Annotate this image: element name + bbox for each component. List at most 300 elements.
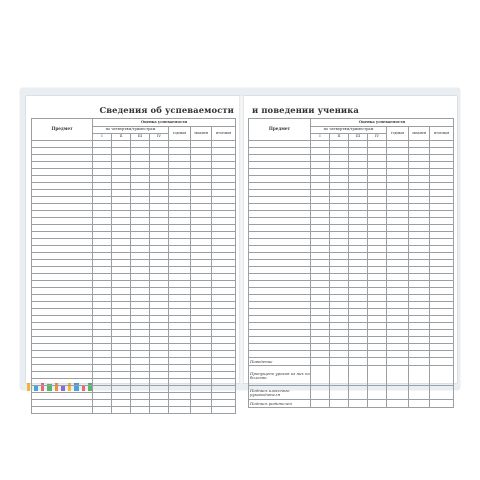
grade-cell[interactable] xyxy=(430,246,454,253)
grade-cell[interactable] xyxy=(387,218,409,225)
grade-cell[interactable] xyxy=(409,274,430,281)
subject-cell[interactable] xyxy=(249,148,311,155)
grade-cell[interactable] xyxy=(409,169,430,176)
grade-cell[interactable] xyxy=(212,169,236,176)
grade-cell[interactable] xyxy=(430,183,454,190)
grade-cell[interactable] xyxy=(330,358,349,366)
grade-cell[interactable] xyxy=(311,246,330,253)
grade-cell[interactable] xyxy=(212,337,236,344)
grade-cell[interactable] xyxy=(311,155,330,162)
grade-cell[interactable] xyxy=(387,358,409,366)
grade-cell[interactable] xyxy=(212,190,236,197)
grade-cell[interactable] xyxy=(191,344,212,351)
grade-cell[interactable] xyxy=(409,323,430,330)
grade-cell[interactable] xyxy=(131,407,150,414)
grade-cell[interactable] xyxy=(430,253,454,260)
grade-cell[interactable] xyxy=(212,281,236,288)
grade-cell[interactable] xyxy=(349,197,368,204)
grade-cell[interactable] xyxy=(349,253,368,260)
subject-cell[interactable] xyxy=(32,267,93,274)
grade-cell[interactable] xyxy=(93,141,112,148)
grade-cell[interactable] xyxy=(93,155,112,162)
grade-cell[interactable] xyxy=(112,281,131,288)
grade-cell[interactable] xyxy=(131,190,150,197)
grade-cell[interactable] xyxy=(349,148,368,155)
grade-cell[interactable] xyxy=(191,295,212,302)
subject-cell[interactable] xyxy=(32,176,93,183)
grade-cell[interactable] xyxy=(368,351,387,358)
grade-cell[interactable] xyxy=(112,344,131,351)
grade-cell[interactable] xyxy=(368,288,387,295)
grade-cell[interactable] xyxy=(93,183,112,190)
subject-cell[interactable] xyxy=(249,218,311,225)
grade-cell[interactable] xyxy=(212,176,236,183)
grade-cell[interactable] xyxy=(409,386,430,400)
grade-cell[interactable] xyxy=(409,288,430,295)
grade-cell[interactable] xyxy=(311,218,330,225)
grade-cell[interactable] xyxy=(150,316,169,323)
grade-cell[interactable] xyxy=(191,169,212,176)
grade-cell[interactable] xyxy=(387,267,409,274)
grade-cell[interactable] xyxy=(191,337,212,344)
grade-cell[interactable] xyxy=(330,197,349,204)
grade-cell[interactable] xyxy=(93,267,112,274)
grade-cell[interactable] xyxy=(387,197,409,204)
subject-cell[interactable] xyxy=(249,337,311,344)
subject-cell[interactable] xyxy=(32,246,93,253)
grade-cell[interactable] xyxy=(191,358,212,365)
grade-cell[interactable] xyxy=(131,393,150,400)
grade-cell[interactable] xyxy=(212,400,236,407)
grade-cell[interactable] xyxy=(131,379,150,386)
grade-cell[interactable] xyxy=(430,358,454,366)
grade-cell[interactable] xyxy=(387,169,409,176)
grade-cell[interactable] xyxy=(169,393,191,400)
grade-cell[interactable] xyxy=(311,295,330,302)
grade-cell[interactable] xyxy=(212,141,236,148)
grade-cell[interactable] xyxy=(368,162,387,169)
grade-cell[interactable] xyxy=(169,218,191,225)
grade-cell[interactable] xyxy=(409,141,430,148)
grade-cell[interactable] xyxy=(150,358,169,365)
grade-cell[interactable] xyxy=(131,386,150,393)
grade-cell[interactable] xyxy=(430,211,454,218)
grade-cell[interactable] xyxy=(131,337,150,344)
grade-cell[interactable] xyxy=(368,197,387,204)
grade-cell[interactable] xyxy=(430,176,454,183)
grade-cell[interactable] xyxy=(330,288,349,295)
grade-cell[interactable] xyxy=(191,400,212,407)
grade-cell[interactable] xyxy=(409,197,430,204)
grade-cell[interactable] xyxy=(330,225,349,232)
grade-cell[interactable] xyxy=(368,183,387,190)
grade-cell[interactable] xyxy=(349,169,368,176)
grade-cell[interactable] xyxy=(93,288,112,295)
grade-cell[interactable] xyxy=(112,141,131,148)
grade-cell[interactable] xyxy=(430,148,454,155)
grade-cell[interactable] xyxy=(311,190,330,197)
grade-cell[interactable] xyxy=(169,155,191,162)
grade-cell[interactable] xyxy=(93,190,112,197)
grade-cell[interactable] xyxy=(112,197,131,204)
grade-cell[interactable] xyxy=(368,330,387,337)
grade-cell[interactable] xyxy=(349,400,368,408)
grade-cell[interactable] xyxy=(330,400,349,408)
grade-cell[interactable] xyxy=(430,155,454,162)
grade-cell[interactable] xyxy=(169,400,191,407)
grade-cell[interactable] xyxy=(169,260,191,267)
grade-cell[interactable] xyxy=(150,295,169,302)
grade-cell[interactable] xyxy=(311,344,330,351)
grade-cell[interactable] xyxy=(349,366,368,386)
grade-cell[interactable] xyxy=(150,197,169,204)
grade-cell[interactable] xyxy=(330,211,349,218)
grade-cell[interactable] xyxy=(311,225,330,232)
grade-cell[interactable] xyxy=(191,204,212,211)
grade-cell[interactable] xyxy=(387,366,409,386)
grade-cell[interactable] xyxy=(409,225,430,232)
subject-cell[interactable] xyxy=(32,344,93,351)
subject-cell[interactable] xyxy=(249,267,311,274)
grade-cell[interactable] xyxy=(330,386,349,400)
grade-cell[interactable] xyxy=(150,344,169,351)
grade-cell[interactable] xyxy=(349,246,368,253)
grade-cell[interactable] xyxy=(150,155,169,162)
grade-cell[interactable] xyxy=(212,253,236,260)
grade-cell[interactable] xyxy=(409,351,430,358)
grade-cell[interactable] xyxy=(212,239,236,246)
grade-cell[interactable] xyxy=(150,309,169,316)
grade-cell[interactable] xyxy=(387,246,409,253)
subject-cell[interactable] xyxy=(249,246,311,253)
grade-cell[interactable] xyxy=(387,176,409,183)
grade-cell[interactable] xyxy=(409,190,430,197)
subject-cell[interactable] xyxy=(32,232,93,239)
subject-cell[interactable] xyxy=(32,253,93,260)
grade-cell[interactable] xyxy=(150,407,169,414)
grade-cell[interactable] xyxy=(93,246,112,253)
grade-cell[interactable] xyxy=(169,358,191,365)
grade-cell[interactable] xyxy=(169,337,191,344)
grade-cell[interactable] xyxy=(150,260,169,267)
subject-cell[interactable] xyxy=(249,309,311,316)
grade-cell[interactable] xyxy=(131,225,150,232)
grade-cell[interactable] xyxy=(212,372,236,379)
grade-cell[interactable] xyxy=(112,211,131,218)
grade-cell[interactable] xyxy=(387,232,409,239)
grade-cell[interactable] xyxy=(191,288,212,295)
grade-cell[interactable] xyxy=(330,267,349,274)
grade-cell[interactable] xyxy=(191,302,212,309)
grade-cell[interactable] xyxy=(212,358,236,365)
grade-cell[interactable] xyxy=(311,239,330,246)
grade-cell[interactable] xyxy=(212,260,236,267)
grade-cell[interactable] xyxy=(150,288,169,295)
grade-cell[interactable] xyxy=(131,323,150,330)
grade-cell[interactable] xyxy=(430,302,454,309)
grade-cell[interactable] xyxy=(349,204,368,211)
grade-cell[interactable] xyxy=(409,204,430,211)
grade-cell[interactable] xyxy=(330,295,349,302)
subject-cell[interactable] xyxy=(32,393,93,400)
grade-cell[interactable] xyxy=(387,204,409,211)
grade-cell[interactable] xyxy=(131,330,150,337)
grade-cell[interactable] xyxy=(150,141,169,148)
subject-cell[interactable] xyxy=(249,239,311,246)
grade-cell[interactable] xyxy=(150,379,169,386)
grade-cell[interactable] xyxy=(330,232,349,239)
grade-cell[interactable] xyxy=(112,260,131,267)
grade-cell[interactable] xyxy=(212,288,236,295)
grade-cell[interactable] xyxy=(409,267,430,274)
grade-cell[interactable] xyxy=(430,232,454,239)
grade-cell[interactable] xyxy=(93,176,112,183)
grade-cell[interactable] xyxy=(131,141,150,148)
grade-cell[interactable] xyxy=(131,351,150,358)
grade-cell[interactable] xyxy=(311,323,330,330)
grade-cell[interactable] xyxy=(150,393,169,400)
grade-cell[interactable] xyxy=(93,316,112,323)
grade-cell[interactable] xyxy=(430,288,454,295)
grade-cell[interactable] xyxy=(430,190,454,197)
grade-cell[interactable] xyxy=(131,232,150,239)
grade-cell[interactable] xyxy=(191,155,212,162)
grade-cell[interactable] xyxy=(93,393,112,400)
grade-cell[interactable] xyxy=(409,148,430,155)
grade-cell[interactable] xyxy=(430,316,454,323)
grade-cell[interactable] xyxy=(131,176,150,183)
grade-cell[interactable] xyxy=(112,337,131,344)
grade-cell[interactable] xyxy=(349,232,368,239)
grade-cell[interactable] xyxy=(131,239,150,246)
grade-cell[interactable] xyxy=(212,218,236,225)
grade-cell[interactable] xyxy=(131,288,150,295)
grade-cell[interactable] xyxy=(169,253,191,260)
grade-cell[interactable] xyxy=(191,246,212,253)
grade-cell[interactable] xyxy=(330,351,349,358)
grade-cell[interactable] xyxy=(330,323,349,330)
grade-cell[interactable] xyxy=(191,225,212,232)
grade-cell[interactable] xyxy=(93,204,112,211)
grade-cell[interactable] xyxy=(430,225,454,232)
grade-cell[interactable] xyxy=(409,176,430,183)
grade-cell[interactable] xyxy=(169,211,191,218)
grade-cell[interactable] xyxy=(387,316,409,323)
grade-cell[interactable] xyxy=(212,351,236,358)
grade-cell[interactable] xyxy=(409,337,430,344)
subject-cell[interactable] xyxy=(249,330,311,337)
grade-cell[interactable] xyxy=(409,218,430,225)
grade-cell[interactable] xyxy=(349,309,368,316)
grade-cell[interactable] xyxy=(191,281,212,288)
grade-cell[interactable] xyxy=(150,239,169,246)
subject-cell[interactable] xyxy=(32,225,93,232)
subject-cell[interactable] xyxy=(32,204,93,211)
grade-cell[interactable] xyxy=(112,351,131,358)
grade-cell[interactable] xyxy=(387,288,409,295)
grade-cell[interactable] xyxy=(212,211,236,218)
subject-cell[interactable] xyxy=(249,183,311,190)
grade-cell[interactable] xyxy=(349,316,368,323)
grade-cell[interactable] xyxy=(112,330,131,337)
grade-cell[interactable] xyxy=(150,351,169,358)
grade-cell[interactable] xyxy=(191,372,212,379)
grade-cell[interactable] xyxy=(212,302,236,309)
grade-cell[interactable] xyxy=(330,337,349,344)
grade-cell[interactable] xyxy=(330,239,349,246)
subject-cell[interactable] xyxy=(249,155,311,162)
grade-cell[interactable] xyxy=(93,372,112,379)
grade-cell[interactable] xyxy=(169,344,191,351)
grade-cell[interactable] xyxy=(112,379,131,386)
grade-cell[interactable] xyxy=(112,218,131,225)
grade-cell[interactable] xyxy=(131,358,150,365)
subject-cell[interactable] xyxy=(32,295,93,302)
subject-cell[interactable] xyxy=(32,358,93,365)
grade-cell[interactable] xyxy=(191,148,212,155)
grade-cell[interactable] xyxy=(409,330,430,337)
grade-cell[interactable] xyxy=(191,379,212,386)
grade-cell[interactable] xyxy=(409,281,430,288)
grade-cell[interactable] xyxy=(311,351,330,358)
grade-cell[interactable] xyxy=(93,400,112,407)
grade-cell[interactable] xyxy=(368,302,387,309)
grade-cell[interactable] xyxy=(150,162,169,169)
grade-cell[interactable] xyxy=(330,155,349,162)
grade-cell[interactable] xyxy=(112,267,131,274)
grade-cell[interactable] xyxy=(112,225,131,232)
grade-cell[interactable] xyxy=(93,302,112,309)
grade-cell[interactable] xyxy=(131,274,150,281)
subject-cell[interactable] xyxy=(32,197,93,204)
grade-cell[interactable] xyxy=(131,211,150,218)
grade-cell[interactable] xyxy=(368,337,387,344)
grade-cell[interactable] xyxy=(93,295,112,302)
grade-cell[interactable] xyxy=(93,162,112,169)
grade-cell[interactable] xyxy=(430,141,454,148)
grade-cell[interactable] xyxy=(311,302,330,309)
grade-cell[interactable] xyxy=(93,386,112,393)
subject-cell[interactable] xyxy=(249,176,311,183)
grade-cell[interactable] xyxy=(93,337,112,344)
grade-cell[interactable] xyxy=(112,288,131,295)
grade-cell[interactable] xyxy=(150,323,169,330)
grade-cell[interactable] xyxy=(430,260,454,267)
grade-cell[interactable] xyxy=(387,162,409,169)
grade-cell[interactable] xyxy=(131,218,150,225)
grade-cell[interactable] xyxy=(430,351,454,358)
subject-cell[interactable] xyxy=(249,162,311,169)
grade-cell[interactable] xyxy=(330,190,349,197)
grade-cell[interactable] xyxy=(368,358,387,366)
grade-cell[interactable] xyxy=(330,309,349,316)
subject-cell[interactable] xyxy=(249,169,311,176)
grade-cell[interactable] xyxy=(150,204,169,211)
grade-cell[interactable] xyxy=(191,253,212,260)
grade-cell[interactable] xyxy=(93,260,112,267)
grade-cell[interactable] xyxy=(368,155,387,162)
grade-cell[interactable] xyxy=(169,169,191,176)
grade-cell[interactable] xyxy=(93,281,112,288)
grade-cell[interactable] xyxy=(349,344,368,351)
grade-cell[interactable] xyxy=(131,372,150,379)
grade-cell[interactable] xyxy=(212,246,236,253)
grade-cell[interactable] xyxy=(311,316,330,323)
grade-cell[interactable] xyxy=(330,162,349,169)
grade-cell[interactable] xyxy=(131,183,150,190)
grade-cell[interactable] xyxy=(387,330,409,337)
grade-cell[interactable] xyxy=(330,176,349,183)
grade-cell[interactable] xyxy=(93,330,112,337)
grade-cell[interactable] xyxy=(349,225,368,232)
grade-cell[interactable] xyxy=(311,211,330,218)
grade-cell[interactable] xyxy=(368,239,387,246)
grade-cell[interactable] xyxy=(330,169,349,176)
subject-cell[interactable] xyxy=(32,274,93,281)
grade-cell[interactable] xyxy=(169,239,191,246)
grade-cell[interactable] xyxy=(131,302,150,309)
subject-cell[interactable] xyxy=(249,288,311,295)
grade-cell[interactable] xyxy=(131,246,150,253)
grade-cell[interactable] xyxy=(368,169,387,176)
grade-cell[interactable] xyxy=(368,211,387,218)
grade-cell[interactable] xyxy=(93,225,112,232)
grade-cell[interactable] xyxy=(169,141,191,148)
grade-cell[interactable] xyxy=(368,225,387,232)
subject-cell[interactable] xyxy=(32,288,93,295)
grade-cell[interactable] xyxy=(169,351,191,358)
grade-cell[interactable] xyxy=(131,204,150,211)
grade-cell[interactable] xyxy=(409,232,430,239)
grade-cell[interactable] xyxy=(150,232,169,239)
grade-cell[interactable] xyxy=(349,141,368,148)
grade-cell[interactable] xyxy=(169,316,191,323)
grade-cell[interactable] xyxy=(311,288,330,295)
grade-cell[interactable] xyxy=(330,316,349,323)
grade-cell[interactable] xyxy=(409,295,430,302)
subject-cell[interactable] xyxy=(249,316,311,323)
grade-cell[interactable] xyxy=(311,169,330,176)
grade-cell[interactable] xyxy=(311,232,330,239)
grade-cell[interactable] xyxy=(191,274,212,281)
grade-cell[interactable] xyxy=(387,148,409,155)
grade-cell[interactable] xyxy=(409,358,430,366)
grade-cell[interactable] xyxy=(131,148,150,155)
grade-cell[interactable] xyxy=(349,302,368,309)
grade-cell[interactable] xyxy=(387,295,409,302)
grade-cell[interactable] xyxy=(112,323,131,330)
grade-cell[interactable] xyxy=(387,281,409,288)
grade-cell[interactable] xyxy=(169,288,191,295)
grade-cell[interactable] xyxy=(191,267,212,274)
grade-cell[interactable] xyxy=(409,366,430,386)
grade-cell[interactable] xyxy=(150,176,169,183)
grade-cell[interactable] xyxy=(349,288,368,295)
grade-cell[interactable] xyxy=(330,274,349,281)
grade-cell[interactable] xyxy=(409,302,430,309)
subject-cell[interactable] xyxy=(249,211,311,218)
grade-cell[interactable] xyxy=(212,204,236,211)
grade-cell[interactable] xyxy=(368,148,387,155)
subject-cell[interactable] xyxy=(32,148,93,155)
subject-cell[interactable] xyxy=(249,323,311,330)
grade-cell[interactable] xyxy=(349,211,368,218)
grade-cell[interactable] xyxy=(93,197,112,204)
grade-cell[interactable] xyxy=(349,337,368,344)
grade-cell[interactable] xyxy=(330,204,349,211)
grade-cell[interactable] xyxy=(169,225,191,232)
grade-cell[interactable] xyxy=(169,274,191,281)
